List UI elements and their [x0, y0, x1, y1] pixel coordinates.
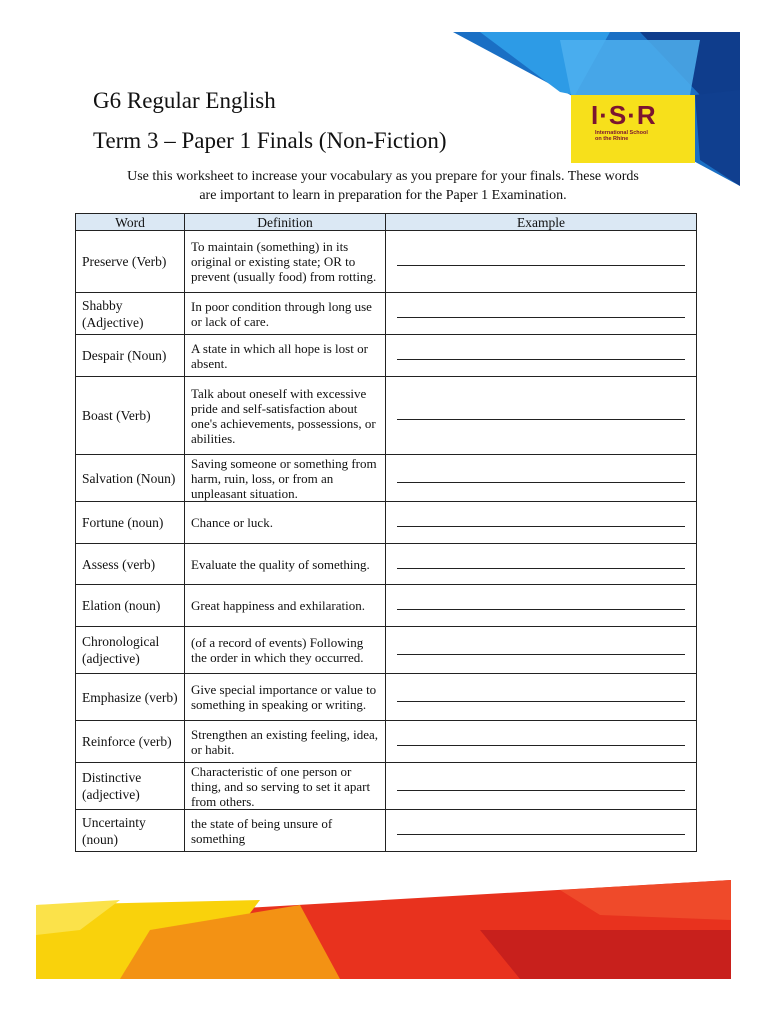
vocabulary-table	[75, 213, 697, 852]
example-cell[interactable]	[386, 335, 697, 377]
table-row	[76, 674, 697, 721]
intro-line-2: are important to learn in preparation for the Paper 1 Examination.	[199, 188, 567, 203]
table-row	[76, 585, 697, 627]
word-cell: Boast (Verb)	[76, 377, 185, 455]
table-row	[76, 293, 697, 335]
table-row	[76, 763, 697, 810]
page-subtitle: Term 3 – Paper 1 Finals (Non-Fiction)	[93, 128, 447, 153]
header-definition: Definition	[185, 214, 386, 231]
definition-cell: Great happiness and exhilaration.	[185, 585, 386, 627]
intro-text	[90, 167, 676, 205]
example-cell[interactable]	[386, 377, 697, 455]
word-cell: Distinctive (adjective)	[76, 763, 185, 810]
school-logo	[571, 95, 695, 163]
answer-line[interactable]	[397, 741, 685, 746]
table-row	[76, 810, 697, 852]
example-cell[interactable]	[386, 293, 697, 335]
table-row	[76, 544, 697, 585]
table-row	[76, 627, 697, 674]
word-cell: Reinforce (verb)	[76, 721, 185, 763]
example-cell[interactable]	[386, 455, 697, 502]
answer-line[interactable]	[397, 564, 685, 569]
example-cell[interactable]	[386, 674, 697, 721]
bottom-darkred-shape	[480, 930, 731, 979]
word-cell: Shabby (Adjective)	[76, 293, 185, 335]
definition-cell: Evaluate the quality of something.	[185, 544, 386, 585]
answer-line[interactable]	[397, 605, 685, 610]
answer-line[interactable]	[397, 478, 685, 483]
table-header-row	[76, 214, 697, 231]
header-example: Example	[386, 214, 697, 231]
definition-cell: Give special importance or value to something in speaking or writing.	[185, 674, 386, 721]
definition-cell: Chance or luck.	[185, 502, 386, 544]
definition-cell: Strengthen an existing feeling, idea, or habit.	[185, 721, 386, 763]
answer-line[interactable]	[397, 786, 685, 791]
top-lightblue-shape	[560, 40, 700, 95]
table-row	[76, 721, 697, 763]
table-row	[76, 502, 697, 544]
page-title: G6 Regular English	[93, 88, 276, 113]
example-cell[interactable]	[386, 810, 697, 852]
answer-line[interactable]	[397, 522, 685, 527]
word-cell: Elation (noun)	[76, 585, 185, 627]
definition-cell: (of a record of events) Following the order in which they occurred.	[185, 627, 386, 674]
definition-cell: To maintain (something) in its original or existing state; OR to prevent (usually food) from rotting.	[185, 231, 386, 293]
word-cell: Chronological (adjective)	[76, 627, 185, 674]
table-row	[76, 231, 697, 293]
answer-line[interactable]	[397, 415, 685, 420]
definition-cell: the state of being unsure of something	[185, 810, 386, 852]
example-cell[interactable]	[386, 721, 697, 763]
answer-line[interactable]	[397, 650, 685, 655]
logo-text: International School on the Rhine	[595, 130, 648, 142]
answer-line[interactable]	[397, 261, 685, 266]
answer-line[interactable]	[397, 355, 685, 360]
table-row	[76, 377, 697, 455]
word-cell: Emphasize (verb)	[76, 674, 185, 721]
example-cell[interactable]	[386, 544, 697, 585]
definition-cell: Saving someone or something from harm, ruin, loss, or from an unpleasant situation.	[185, 455, 386, 502]
word-cell: Assess (verb)	[76, 544, 185, 585]
logo-mark: I·S·R	[591, 100, 657, 130]
example-cell[interactable]	[386, 585, 697, 627]
word-cell: Uncertainty (noun)	[76, 810, 185, 852]
definition-cell: In poor condition through long use or lack of care.	[185, 293, 386, 335]
example-cell[interactable]	[386, 502, 697, 544]
example-cell[interactable]	[386, 231, 697, 293]
table-row	[76, 455, 697, 502]
answer-line[interactable]	[397, 830, 685, 835]
definition-cell: Talk about oneself with excessive pride and self-satisfaction about one's achievements, possessions, or abilities.	[185, 377, 386, 455]
word-cell: Salvation (Noun)	[76, 455, 185, 502]
table-row	[76, 335, 697, 377]
definition-cell: Characteristic of one person or thing, and so serving to set it apart from others.	[185, 763, 386, 810]
header-word: Word	[76, 214, 185, 231]
example-cell[interactable]	[386, 627, 697, 674]
word-cell: Fortune (noun)	[76, 502, 185, 544]
answer-line[interactable]	[397, 697, 685, 702]
word-cell: Preserve (Verb)	[76, 231, 185, 293]
word-cell: Despair (Noun)	[76, 335, 185, 377]
example-cell[interactable]	[386, 763, 697, 810]
answer-line[interactable]	[397, 313, 685, 318]
definition-cell: A state in which all hope is lost or absent.	[185, 335, 386, 377]
intro-line-1: Use this worksheet to increase your vocabulary as you prepare for your finals. These words	[127, 169, 639, 184]
